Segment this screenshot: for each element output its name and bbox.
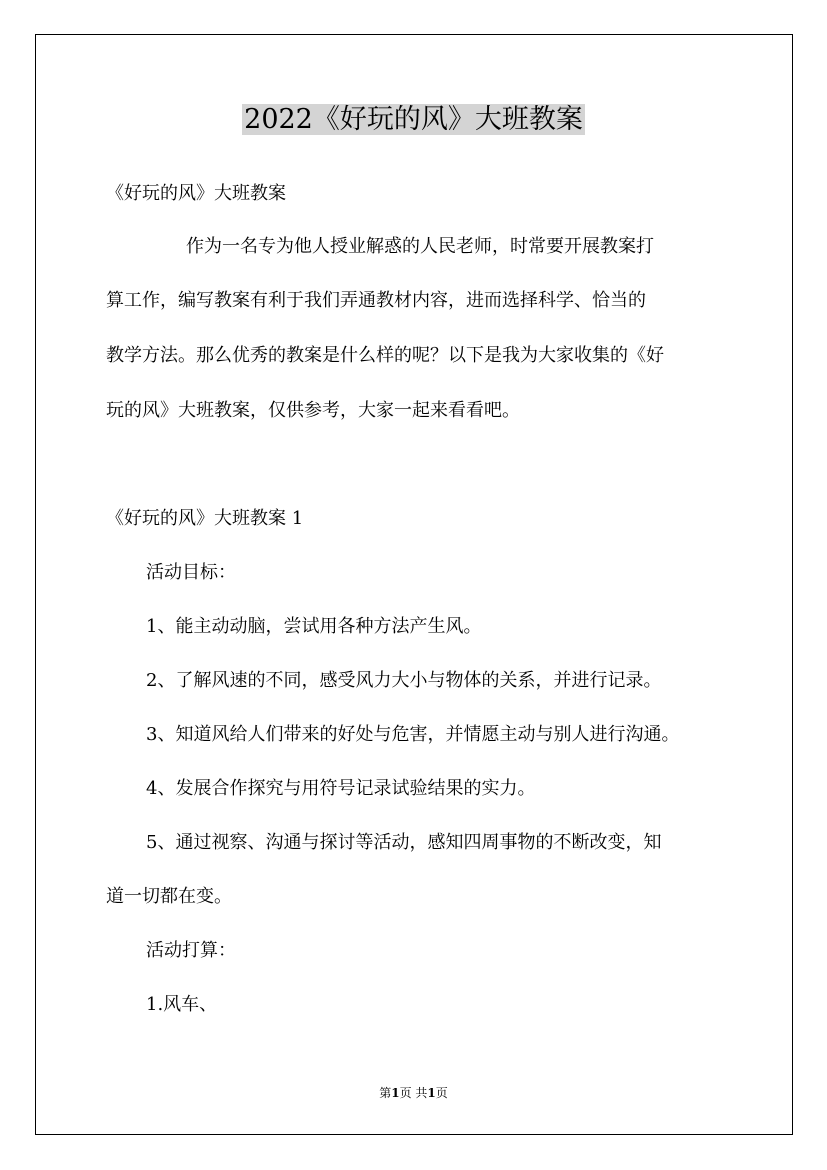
intro-line-4: 玩的风》大班教案，仅供参考，大家一起来看看吧。: [106, 400, 520, 421]
page-current: 1: [391, 1086, 400, 1100]
goal-item: 1、能主动动脑，尝试用各种方法产生风。: [146, 616, 482, 637]
page-mid: 页 共: [399, 1086, 428, 1100]
goals-label: 活动目标：: [146, 562, 236, 583]
document-title: [0, 98, 827, 142]
prep-item: 1.风车、: [146, 994, 218, 1015]
prep-label: 活动打算：: [146, 940, 236, 961]
goal-item-continued: 道一切都在变。: [106, 886, 232, 907]
intro-line-1: 作为一名专为他人授业解惑的人民老师，时常要开展教案打: [186, 236, 654, 257]
intro-line-3: 教学方法。那么优秀的教案是什么样的呢？以下是我为大家收集的《好: [106, 345, 664, 366]
goal-item: 2、了解风速的不同，感受风力大小与物体的关系，并进行记录。: [146, 670, 662, 691]
document-title-text: 2022《好玩的风》大班教案: [244, 104, 583, 135]
goal-item: 4、发展合作探究与用符号记录试验结果的实力。: [146, 778, 536, 799]
section-heading: 《好玩的风》大班教案 1: [106, 508, 304, 529]
subtitle: 《好玩的风》大班教案: [106, 183, 286, 204]
goal-item: 3、知道风给人们带来的好处与危害，并情愿主动与别人进行沟通。: [146, 724, 680, 745]
page-suffix: 页: [435, 1086, 448, 1100]
page-prefix: 第: [379, 1086, 392, 1100]
page-total: 1: [427, 1086, 436, 1100]
goal-item: 5、通过视察、沟通与探讨等活动，感知四周事物的不断改变，知: [146, 832, 662, 853]
intro-line-2: 算工作，编写教案有利于我们弄通教材内容，进而选择科学、恰当的: [106, 290, 646, 311]
page-footer: [0, 1085, 827, 1101]
